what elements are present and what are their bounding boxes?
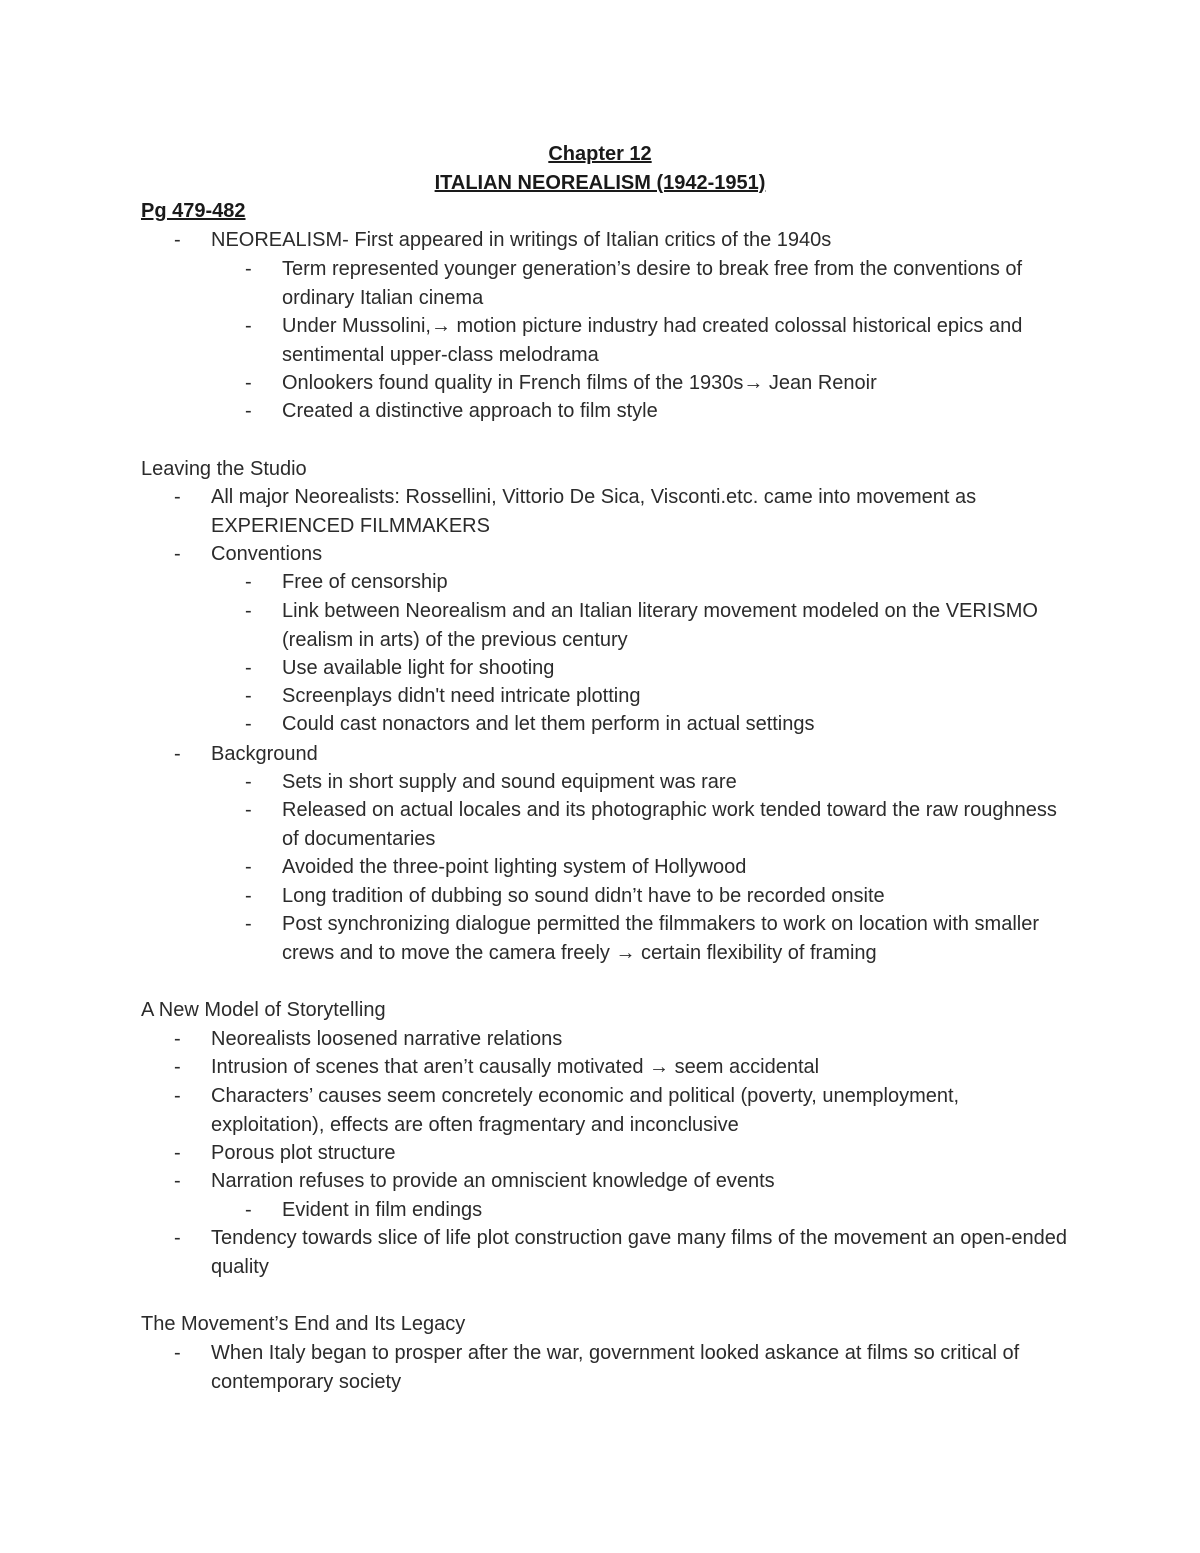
bullet-dash: -: [174, 1056, 181, 1078]
bullet-dash: -: [245, 400, 252, 422]
bullet-dash: -: [174, 1085, 181, 1107]
bullet-dash: -: [245, 600, 252, 622]
section-heading-storytelling: A New Model of Storytelling: [141, 999, 386, 1021]
section-heading-studio: Leaving the Studio: [141, 458, 307, 480]
bullet-dash: -: [245, 913, 252, 935]
bullet-dash: -: [174, 486, 181, 508]
bullet-dash: -: [245, 713, 252, 735]
chapter-title: Chapter 12: [548, 143, 652, 165]
chapter-subtitle: ITALIAN NEOREALISM (1942-1951): [434, 172, 766, 194]
bullet-dash: -: [174, 743, 181, 765]
page-reference: Pg 479-482: [141, 200, 246, 222]
bullet-dash: -: [245, 1199, 252, 1221]
bullet-dash: -: [245, 771, 252, 793]
document-page: Chapter 12 ITALIAN NEOREALISM (1942-1951) Pg 479-482 - NEOREALISM- First appeared in writings of Italian critics of the 1940s - Term represented younger generation’s desire to break free from the conventions of ordinary Italian cinema - Under Mussolini,→ motion picture industry had created colossal historical epics and sentimental upper-class melodrama - Onlookers found quality in French films of the 1930s→ Jean Renoir - Created a distinctive approach to film style Leaving the Studio - All major Neorealists: Rossellini, Vittorio De Sica, Visconti.etc. came into movement as EXPERIENCED FILMMAKERS - Conventions - Free of censorship - Link between Neorealism and an Italian literary movement modeled on the VERISMO (realism in arts) of the previous century - Use available light for shooting - Screenplays didn't need intricate plotting - Could cast nonactors and let them perform in actual settings - Background - Sets in short supply and sound equipment was rare - Released on actual locales and its photographic work tended toward the raw roughness of documentaries - Avoided the three-point lighting system of Hollywood - Long tradition of dubbing so sound didn’t have to be recorded onsite - Post synchronizing dialogue permitted the filmmakers to work on location with smaller crews and to move the camera freely → certain flexibility of framing A New Model of Storytelling - Neorealists loosened narrative relations - Intrusion of scenes that aren’t causally motivated → seem accidental - Characters’ causes seem concretely economic and political (poverty, unemployment, exploitation), effects are often fragmentary and inconclusive - Porous plot structure - Narration refuses to provide an omniscient knowledge of events - Evident in film endings - Tendency towards slice of life plot construction gave many films of the movement an open-ended quality The Movement’s End and Its Legacy - When Italy began to prosper after the war, government looked askance at films so critical of contemporary society: [0, 0, 1200, 1553]
bullet-dash: -: [174, 1028, 181, 1050]
bullet-dash: -: [245, 571, 252, 593]
bullet-dash: -: [174, 1342, 181, 1364]
bullet-dash: -: [245, 372, 252, 394]
bullet-dash: -: [245, 799, 252, 821]
bullet-dash: -: [245, 258, 252, 280]
bullet-dash: -: [245, 685, 252, 707]
bullet-dash: -: [174, 543, 181, 565]
bullet-dash: -: [245, 885, 252, 907]
section-heading-legacy: The Movement’s End and Its Legacy: [141, 1313, 466, 1335]
bullet-dash: -: [174, 229, 181, 251]
bullet-dash: -: [245, 315, 252, 337]
bullet-dash: -: [174, 1227, 181, 1249]
bullet-dash: -: [245, 856, 252, 878]
bullet-dash: -: [245, 657, 252, 679]
bullet-dash: -: [174, 1142, 181, 1164]
bullet-dash: -: [174, 1170, 181, 1192]
